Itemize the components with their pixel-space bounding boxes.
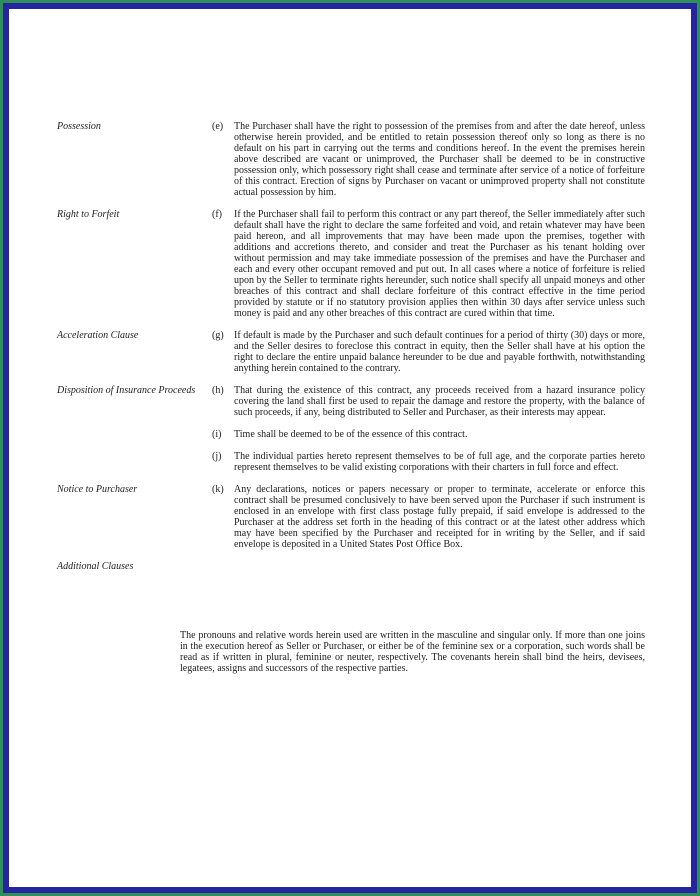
- clause-letter: (i): [212, 429, 222, 440]
- inner-navy-border: [3, 3, 697, 893]
- margin-label: Notice to Purchaser: [57, 484, 138, 495]
- pronouns-footer-paragraph: The pronouns and relative words herein used are written in the masculine and singular only. If more than one joins in the execution hereof as Seller or Purchaser, or either be of the feminine sex or a corporation, such words shall be read as if written in plural, feminine or neuter, respectively. The covenants herein shall bind the heirs, devisees, legatees, assigns and successors of the respective parties.: [180, 630, 645, 674]
- clause-letter: (j): [212, 451, 222, 462]
- clause-row-right-to-forfeit: [57, 209, 645, 319]
- clause-row-additional-clauses: [57, 561, 645, 572]
- clause-text: Any declarations, notices or papers necessary or proper to terminate, accelerate or enforce this contract shall be presumed conclusively to have been served upon the Purchaser if such instrument is enclosed in an envelope with first class postage fully prepaid, if said envelope is addressed to the Purchaser at the address set forth in the heading of this contract or at the latest other address which may have been specified by the Purchaser and receipted for in writing by the Seller, and if said envelope is deposited in a United States Post Office Box.: [234, 484, 645, 550]
- clause-row-full-age: [57, 451, 645, 473]
- clause-row-time-essence: [57, 429, 645, 440]
- clause-text: Time shall be deemed to be of the essence of this contract.: [234, 429, 468, 440]
- clause-letter: (h): [212, 385, 224, 396]
- clause-text: The Purchaser shall have the right to possession of the premises from and after the date hereof, unless otherwise herein provided, and be entitled to retain possession thereof only so long as there is no default on his part in carrying out the terms and conditions hereof. In the event the premises herein above described are vacant or unimproved, the Purchaser shall be deemed to be in constructive possession only, which possessory right shall cease and terminate after service of a notice of forfeiture of this contract. Erection of signs by Purchaser on vacant or unimproved property shall not constitute actual possession by him.: [234, 121, 645, 198]
- document-page: [9, 9, 691, 887]
- margin-label: Possession: [57, 121, 101, 132]
- margin-label: Acceleration Clause: [57, 330, 139, 341]
- margin-label: Disposition of Insurance Proceeds: [57, 385, 196, 396]
- margin-label: [57, 429, 212, 440]
- clause-text: If the Purchaser shall fail to perform this contract or any part thereof, the Seller immediately after such default shall have the right to declare the same forfeited and void, and retain whatever may have been paid hereon, and all improvements that may have been made upon the premises, together with additions and accretions thereto, and consider and treat the Purchaser as his tenant holding over without permission and may take immediate possession of the premises and have the Purchaser and each and every other occupant removed and put out. In all cases where a notice of forfeiture is relied upon by the Seller to terminate rights hereunder, such notice shall specify all unpaid moneys and other breaches of this contract and shall declare forfeiture of this contract effective in the time period provided by statute or if no statutory provision applies then within 30 days after service unless such money is paid and any other breaches of this contract are cured within that time.: [234, 209, 645, 319]
- clause-text: The individual parties hereto represent themselves to be of full age, and the corporate parties hereto represent themselves to be valid existing corporations with their charters in full force and effect.: [234, 451, 645, 473]
- clause-row-notice-to-purchaser: [57, 484, 645, 550]
- clause-letter: (e): [212, 121, 224, 132]
- clause-letter: (f): [212, 209, 222, 220]
- margin-label: [57, 451, 212, 473]
- clause-text: If default is made by the Purchaser and such default continues for a period of thirty (30) days or more, and the Seller desires to foreclose this contract in equity, then the Seller shall have at his option the right to declare the entire unpaid balance hereunder to be due and payable forthwith, notwithstanding anything herein contained to the contrary.: [234, 330, 645, 374]
- clause-row-insurance-proceeds: [57, 385, 645, 418]
- clause-row-possession: [57, 121, 645, 198]
- clause-letter: (g): [212, 330, 224, 341]
- clause-text: That during the existence of this contract, any proceeds received from a hazard insurance policy covering the land shall first be used to repair the damage and restore the property, with the balance of such proceeds, if any, being distributed to Seller and Purchaser, as their interests may appear.: [234, 385, 645, 418]
- margin-label: Additional Clauses: [57, 561, 134, 572]
- clause-row-acceleration-clause: [57, 330, 645, 374]
- clause-letter: (k): [212, 484, 224, 495]
- clause-text: [234, 561, 645, 572]
- clause-letter: [212, 561, 234, 572]
- margin-label: Right to Forfeit: [57, 209, 120, 220]
